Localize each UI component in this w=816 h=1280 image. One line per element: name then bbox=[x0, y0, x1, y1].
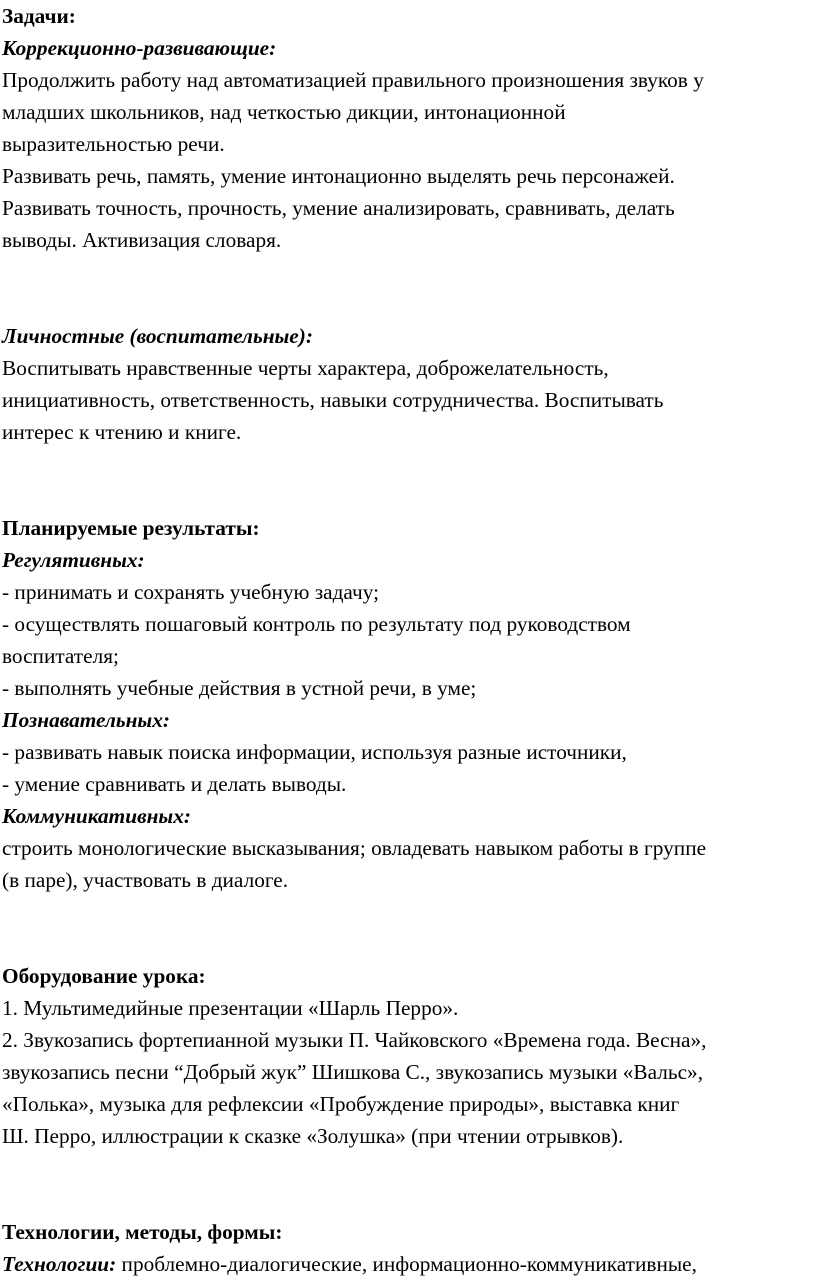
regulative-list bbox=[2, 576, 816, 704]
text-line: Продолжить работу над автоматизацией правильного произношения звуков у bbox=[2, 68, 704, 92]
cognitive-list bbox=[2, 736, 816, 800]
blank-line bbox=[2, 448, 816, 480]
text-line: (в паре), участвовать в диалоге. bbox=[2, 868, 289, 892]
blank-line bbox=[2, 928, 816, 960]
list-item: 1. Мультимедийные презентации «Шарль Перро». bbox=[2, 996, 459, 1020]
tech-label: Технологии: bbox=[2, 1252, 117, 1276]
text-line: выводы. Активизация словаря. bbox=[2, 228, 282, 252]
list-item: воспитателя; bbox=[2, 644, 119, 668]
text-line: Развивать точность, прочность, умение анализировать, сравнивать, делать bbox=[2, 196, 675, 220]
text-line: младших школьников, над четкостью дикции, интонационной bbox=[2, 100, 566, 124]
list-item: - принимать и сохранять учебную задачу; bbox=[2, 580, 380, 604]
tech-text: проблемно-диалогические, информационно-коммуникативные, bbox=[116, 1252, 697, 1276]
blank-line bbox=[2, 896, 816, 928]
list-item: - развивать навык поиска информации, используя разные источники, bbox=[2, 740, 627, 764]
list-item: звукозапись песни “Добрый жук” Шишкова С., звукозапись музыки «Вальс», bbox=[2, 1060, 704, 1084]
blank-line bbox=[2, 256, 816, 288]
communicative-heading: Коммуникативных: bbox=[2, 804, 191, 828]
equipment-heading: Оборудование урока: bbox=[2, 964, 206, 988]
list-item: «Полька», музыка для рефлексии «Пробуждение природы», выставка книг bbox=[2, 1092, 680, 1116]
tasks-heading: Задачи: bbox=[2, 4, 76, 28]
results-heading: Планируемые результаты: bbox=[2, 516, 260, 540]
list-item: Ш. Перро, иллюстрации к сказке «Золушка» (при чтении отрывков). bbox=[2, 1124, 624, 1148]
list-item: - выполнять учебные действия в устной речи, в уме; bbox=[2, 676, 477, 700]
text-line: инициативность, ответственность, навыки сотрудничества. Воспитывать bbox=[2, 388, 664, 412]
blank-line bbox=[2, 288, 816, 320]
text-line: Воспитывать нравственные черты характера, доброжелательность, bbox=[2, 356, 609, 380]
regulative-heading: Регулятивных: bbox=[2, 548, 145, 572]
list-item: - осуществлять пошаговый контроль по результату под руководством bbox=[2, 612, 631, 636]
correction-heading: Коррекционно-развивающие: bbox=[2, 36, 277, 60]
cognitive-heading: Познавательных: bbox=[2, 708, 170, 732]
personal-heading: Личностные (воспитательные): bbox=[2, 324, 313, 348]
communicative-paragraph bbox=[2, 832, 816, 896]
blank-line bbox=[2, 1152, 816, 1184]
equipment-list bbox=[2, 992, 816, 1152]
blank-line bbox=[2, 1184, 816, 1216]
tech-heading: Технологии, методы, формы: bbox=[2, 1220, 283, 1244]
text-line: строить монологические высказывания; овладевать навыком работы в группе bbox=[2, 836, 707, 860]
text-line: Развивать речь, память, умение интонационно выделять речь персонажей. bbox=[2, 164, 675, 188]
text-line: интерес к чтению и книге. bbox=[2, 420, 242, 444]
correction-paragraph bbox=[2, 64, 816, 256]
tech-line bbox=[2, 1248, 816, 1280]
list-item: 2. Звукозапись фортепианной музыки П. Чайковского «Времена года. Весна», bbox=[2, 1028, 707, 1052]
list-item: - умение сравнивать и делать выводы. bbox=[2, 772, 347, 796]
personal-paragraph bbox=[2, 352, 816, 448]
text-line: выразительностью речи. bbox=[2, 132, 225, 156]
blank-line bbox=[2, 480, 816, 512]
